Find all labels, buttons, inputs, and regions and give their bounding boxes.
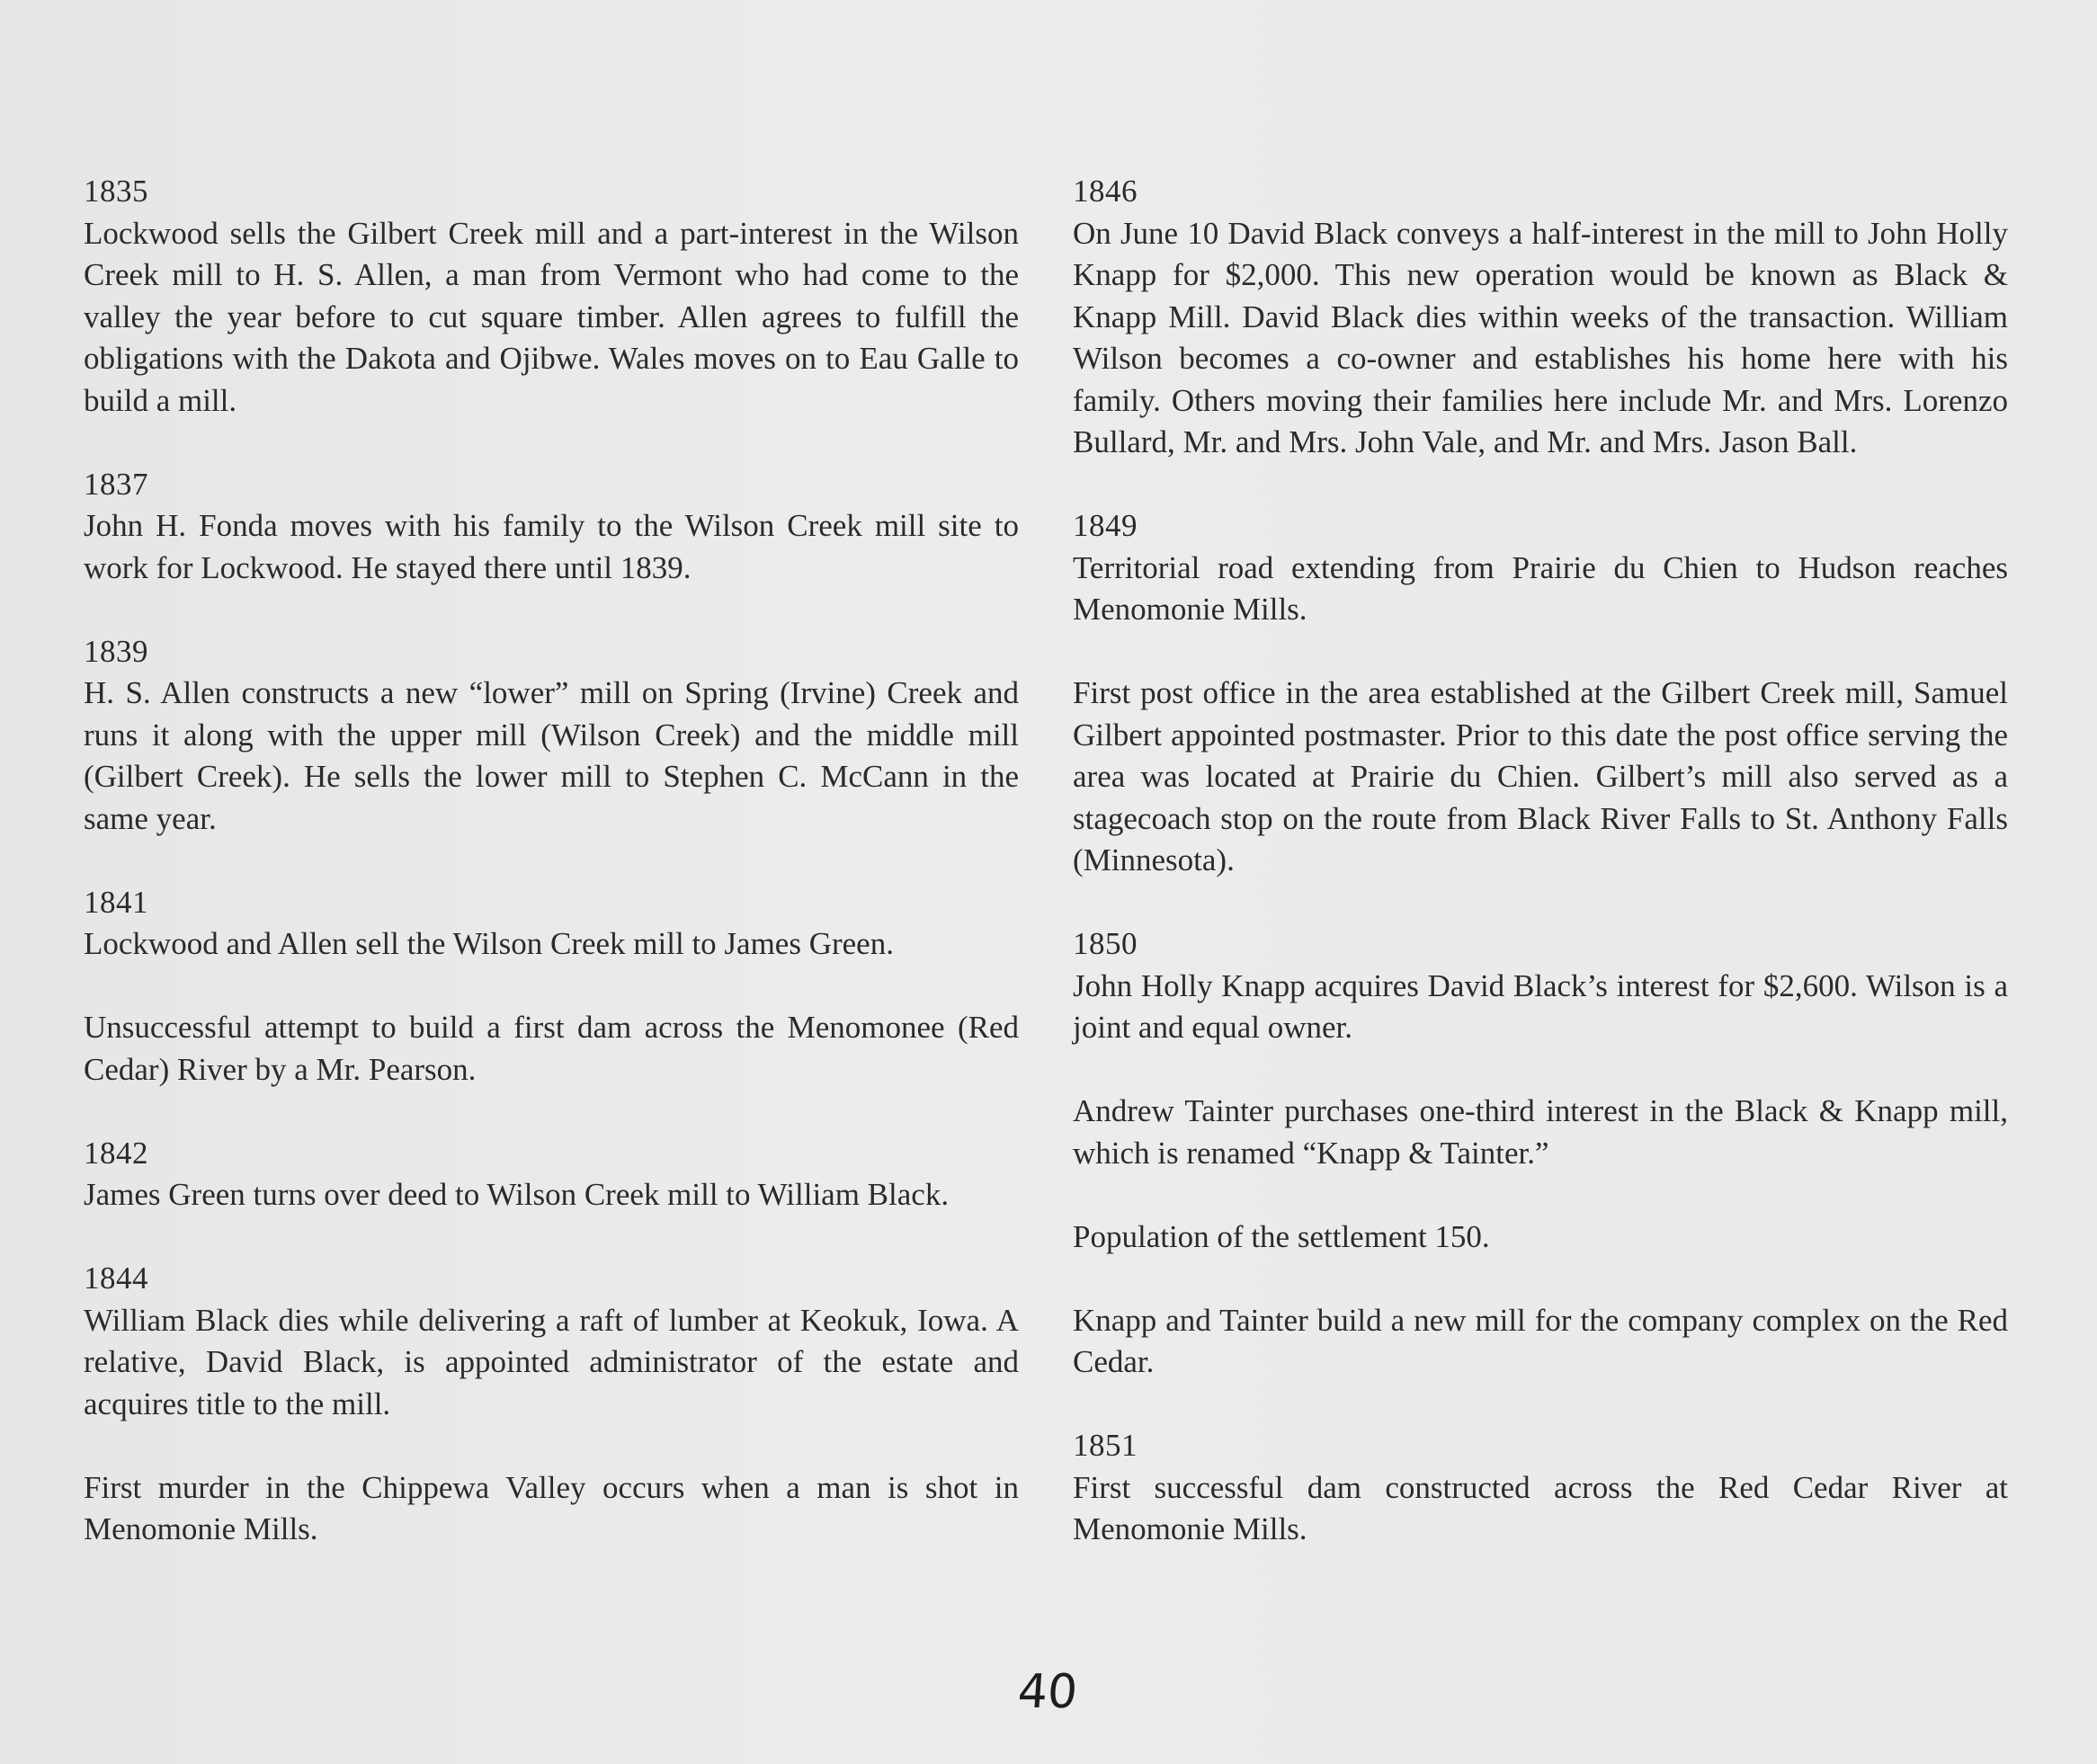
entry-1844 xyxy=(84,1258,1019,1551)
entry-1842 xyxy=(84,1133,1019,1216)
entry-paragraph: First post office in the area established at the Gilbert Creek mill, Samuel Gilbert appointed postmaster. Prior to this date the post office serving the area was located at Prairie du Chien. Gilbert’s mill also served as a stagecoach stop on the route from Black River Falls to St. Anthony Falls (Minnesota). xyxy=(1073,675,2008,878)
year-heading: 1844 xyxy=(84,1261,148,1296)
entry-paragraph: Lockwood sells the Gilbert Creek mill and a part-interest in the Wilson Creek mill to H. S. Allen, a man from Vermont who had come to the valley the year before to cut square timber. Allen agrees to fulfill the obligations with the Dakota and Ojibwe. Wales moves on to Eau Galle to build a mill. xyxy=(84,215,1019,418)
year-heading: 1837 xyxy=(84,466,148,502)
entry-paragraph: H. S. Allen constructs a new “lower” mill on Spring (Irvine) Creek and runs it along with the upper mill (Wilson Creek) and the middle mill (Gilbert Creek). He sells the lower mill to Stephen C. McCann in the same year. xyxy=(84,675,1019,836)
entry-paragraph: Population of the settlement 150. xyxy=(1073,1218,1490,1254)
page-number: 40 xyxy=(1015,1665,1080,1719)
entry-1849 xyxy=(1073,505,2008,882)
entry-paragraph: On June 10 David Black conveys a half-interest in the mill to John Holly Knapp for $2,000. This new operation would be known as Black & Knapp Mill. David Black dies within weeks of the transaction. William Wilson becomes a co-owner and establishes his home here with his family. Others moving their families here include Mr. and Mrs. Lorenzo Bullard, Mr. and Mrs. John Vale, and Mr. and Mrs. Jason Ball. xyxy=(1073,215,2008,459)
entry-paragraph: William Black dies while delivering a raft of lumber at Keokuk, Iowa. A relative, David Black, is appointed administrator of the estate and acquires title to the mill. xyxy=(84,1302,1019,1421)
left-column xyxy=(84,171,1019,1551)
year-heading: 1839 xyxy=(84,633,148,669)
entry-paragraph: James Green turns over deed to Wilson Creek mill to William Black. xyxy=(84,1177,950,1212)
entry-1835 xyxy=(84,171,1019,422)
entry-paragraph: Andrew Tainter purchases one-third interest in the Black & Knapp mill, which is renamed “Knapp & Tainter.” xyxy=(1073,1093,2008,1171)
entry-1839 xyxy=(84,631,1019,841)
entry-1850 xyxy=(1073,923,2008,1384)
entry-paragraph: John Holly Knapp acquires David Black’s interest for $2,600. Wilson is a joint and equal owner. xyxy=(1073,967,2008,1045)
entry-paragraph: Knapp and Tainter build a new mill for the company complex on the Red Cedar. xyxy=(1073,1302,2008,1379)
year-heading: 1850 xyxy=(1073,926,1138,961)
entry-paragraph: John H. Fonda moves with his family to the Wilson Creek mill site to work for Lockwood. He stayed there until 1839. xyxy=(84,508,1019,585)
year-heading: 1851 xyxy=(1073,1428,1138,1463)
year-heading: 1849 xyxy=(1073,508,1138,543)
year-heading: 1841 xyxy=(84,884,148,920)
entry-paragraph: Unsuccessful attempt to build a first dam across the Menomonee (Red Cedar) River by a Mr. Pearson. xyxy=(84,1010,1019,1087)
entry-paragraph: First murder in the Chippewa Valley occurs when a man is shot in Menomonie Mills. xyxy=(84,1469,1019,1546)
entry-paragraph: Territorial road extending from Prairie du Chien to Hudson reaches Menomonie Mills. xyxy=(1073,549,2008,627)
year-heading: 1846 xyxy=(1073,174,1138,209)
year-heading: 1835 xyxy=(84,174,148,209)
year-heading: 1842 xyxy=(84,1135,148,1171)
entry-1851 xyxy=(1073,1425,2008,1551)
entry-paragraph: Lockwood and Allen sell the Wilson Creek mill to James Green. xyxy=(84,926,894,961)
entry-1841 xyxy=(84,882,1019,1091)
entry-paragraph: First successful dam constructed across the Red Cedar River at Menomonie Mills. xyxy=(1073,1469,2008,1546)
entry-1837 xyxy=(84,464,1019,590)
entry-1846 xyxy=(1073,171,2008,464)
right-column xyxy=(1073,171,2008,1551)
